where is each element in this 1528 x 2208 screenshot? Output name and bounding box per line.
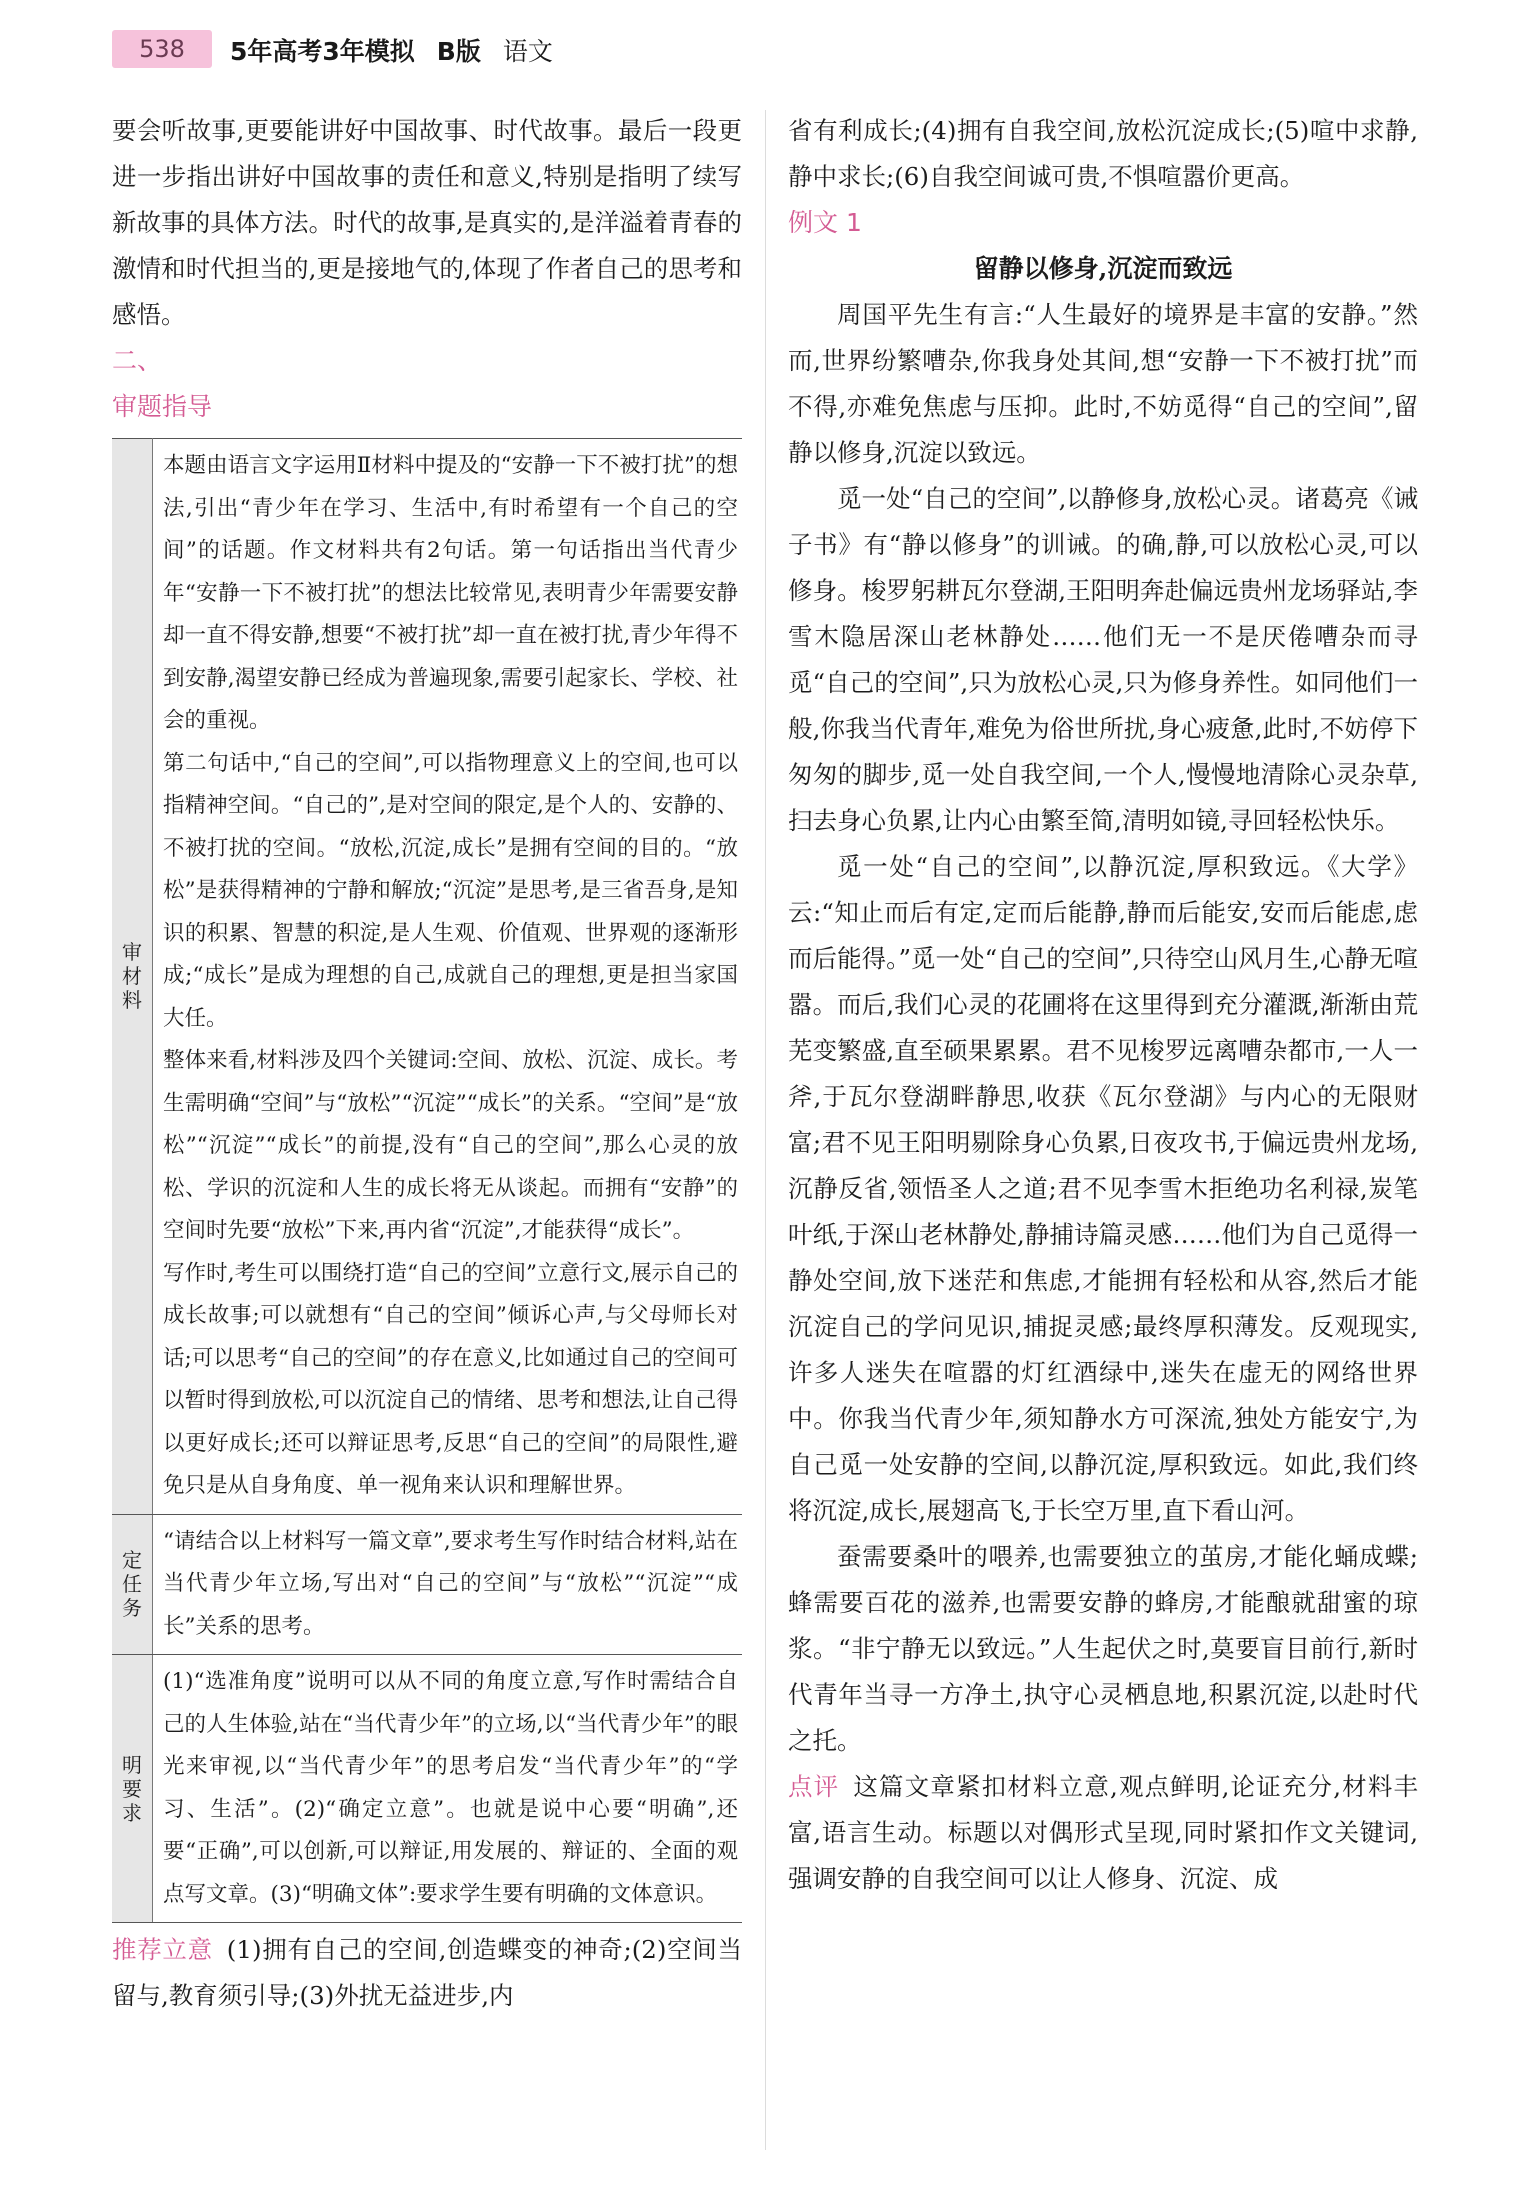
row-content-material: [153, 439, 743, 1515]
left-column: [112, 108, 742, 2019]
essay-paragraph: 蚕需要桑叶的喂养,也需要独立的茧房,才能化蛹成蝶;蜂需要百花的滋养,也需要安静的蜂房,才能酿就甜蜜的琼浆。“非宁静无以致远。”人生起伏之时,莫要盲目前行,新时代青年当寻一方净土,执守心灵栖息地,积累沉淀,以赴时代之托。: [788, 1542, 1418, 1755]
table-row-task: [112, 1514, 742, 1655]
column-divider: [765, 110, 766, 2150]
essay-paragraph: 觅一处“自己的空间”,以静沉淀,厚积致远。《大学》云:“知止而后有定,定而后能静,静而后能安,安而后能虑,虑而后能得。”觅一处“自己的空间”,只待空山风月生,心静无喧嚣。而后,我们心灵的花圃将在这里得到充分灌溉,渐渐由荒芜变繁盛,直至硕果累累。君不见梭罗远离嘈杂都市,一人一斧,于瓦尔登湖畔静思,收获《瓦尔登湖》与内心的无限财富;君不见王阳明剔除身心负累,日夜攻书,于偏远贵州龙场,沉静反省,领悟圣人之道;君不见李雪木拒绝功名利禄,炭笔叶纸,于深山老林静处,静捕诗篇灵感……他们为自己觅得一静处空间,放下迷茫和焦虑,才能拥有轻松和从容,然后才能沉淀自己的学问见识,捕捉灵感;最终厚积薄发。反观现实,许多人迷失在喧嚣的灯红酒绿中,迷失在虚无的网络世界中。你我当代青少年,须知静水方可深流,独处方能安宁,为自己觅一处安静的空间,以静沉淀,厚积致远。如此,我们终将沉淀,成长,展翅高飞,于长空万里,直下看山河。: [788, 852, 1418, 1525]
analysis-table: [112, 438, 742, 1923]
book-edition: B版: [436, 37, 481, 66]
right-column: [788, 108, 1418, 1902]
book-title: [230, 32, 553, 68]
row-content-task: [153, 1514, 743, 1655]
section-title: 审题指导: [112, 392, 213, 421]
example-label: 例文 1: [788, 208, 862, 237]
essay-paragraph: 觅一处“自己的空间”,以静修身,放松心灵。诸葛亮《诫子书》有“静以修身”的训诫。的确,静,可以放松心灵,可以修身。梭罗躬耕瓦尔登湖,王阳明奔赴偏远贵州龙场驿站,李雪木隐居深山老林静处……他们无一不是厌倦嘈杂而寻觅“自己的空间”,只为放松心灵,只为修身养性。如同他们一般,你我当代青年,难免为俗世所扰,身心疲惫,此时,不妨停下匆匆的脚步,觅一处自我空间,一个人,慢慢地清除心灵杂草,扫去身心负累,让内心由繁至简,清明如镜,寻回轻松快乐。: [788, 484, 1418, 835]
essay-paragraph: 周国平先生有言:“人生最好的境界是丰富的安静。”然而,世界纷繁嘈杂,你我身处其间,想“安静一下不被打扰”而不得,亦难免焦虑与压抑。此时,不妨觅得“自己的空间”,留静以修身,沉淀以致远。: [788, 300, 1418, 467]
table-row-requirements: [112, 1655, 742, 1923]
material-paragraph: 写作时,考生可以围绕打造“自己的空间”立意行文,展示自己的成长故事;可以就想有“自己的空间”倾诉心声,与父母师长对话;可以思考“自己的空间”的存在意义,比如通过自己的空间可以暂时得到放松,可以沉淀自己的情绪、思考和想法,让自己得以更好成长;还可以辩证思考,反思“自己的空间”的局限性,避免只是从自身角度、单一视角来认识和理解世界。: [163, 1260, 738, 1498]
material-paragraph: 整体来看,材料涉及四个关键词:空间、放松、沉淀、成长。考生需明确“空间”与“放松”“沉淀”“成长”的关系。“空间”是“放松”“沉淀”“成长”的前提,没有“自己的空间”,那么心灵的放松、学识的沉淀和人生的成长将无从谈起。而拥有“安静”的空间时先要“放松”下来,再内省“沉淀”,才能获得“成长”。: [163, 1048, 738, 1243]
section-number: 二、: [112, 346, 163, 375]
recommend-continuation: 省有利成长;(4)拥有自我空间,放松沉淀成长;(5)喧中求静,静中求长;(6)自我空间诚可贵,不惧喧嚣价更高。: [788, 116, 1418, 191]
page-header: [0, 0, 1528, 100]
recommend-text: (1)拥有自己的空间,创造蝶变的神奇;(2)空间当留与,教育须引导;(3)外扰无益进步,内: [112, 1935, 743, 2010]
row-label-requirements: 明 要 求: [112, 1655, 153, 1923]
book-subject: 语文: [502, 37, 553, 66]
material-paragraph: 第二句话中,“自己的空间”,可以指物理意义上的空间,也可以指精神空间。“自己的”,是对空间的限定,是个人的、安静的、不被打扰的空间。“放松,沉淀,成长”是拥有空间的目的。“放松”是获得精神的宁静和解放;“沉淀”是思考,是三省吾身,是知识的积累、智慧的积淀,是人生观、价值观、世界观的逐渐形成;“成长”是成为理想的自己,成就自己的理想,更是担当家国大任。: [163, 750, 738, 1031]
page-number: 538: [112, 30, 212, 68]
task-paragraph: “请结合以上材料写一篇文章”,要求考生写作时结合材料,站在当代青少年立场,写出对“自己的空间”与“放松”“沉淀”“成长”关系的思考。: [163, 1528, 738, 1639]
requirements-paragraph: (1)“选准角度”说明可以从不同的角度立意,写作时需结合自己的人生体验,站在“当代青少年”的立场,以“当代青少年”的眼光来审视,以“当代青少年”的思考启发“当代青少年”的“学习、生活”。(2)“确定立意”。也就是说中心要“明确”,还要“正确”,可以创新,可以辩证,用发展的、辩证的、全面的观点写文章。(3)“明确文体”:要求学生要有明确的文体意识。: [163, 1669, 738, 1907]
comment-paragraph: [788, 1764, 1418, 1902]
row-label-material: 审 材 料: [112, 439, 153, 1515]
material-paragraph: 本题由语言文字运用Ⅱ材料中提及的“安静一下不被打扰”的想法,引出“青少年在学习、生活中,有时希望有一个自己的空间”的话题。作文材料共有2句话。第一句话指出当代青少年“安静一下不被打扰”的想法比较常见,表明青少年需要安静却一直不得安静,想要“不被打扰”却一直在被打扰,青少年得不到安静,渴望安静已经成为普遍现象,需要引起家长、学校、社会的重视。: [163, 453, 738, 733]
row-content-requirements: [153, 1655, 743, 1923]
row-label-task: 定 任 务: [112, 1514, 153, 1655]
comment-text: 这篇文章紧扣材料立意,观点鲜明,论证充分,材料丰富,语言生动。标题以对偶形式呈现,同时紧扣作文关键词,强调安静的自我空间可以让人修身、沉淀、成: [788, 1772, 1418, 1893]
comment-label: 点评: [788, 1772, 840, 1801]
intro-paragraph: 要会听故事,更要能讲好中国故事、时代故事。最后一段更进一步指出讲好中国故事的责任和意义,特别是指明了续写新故事的具体方法。时代的故事,是真实的,是洋溢着青春的激情和时代担当的,更是接地气的,体现了作者自己的思考和感悟。: [112, 116, 742, 329]
table-row-material: [112, 439, 742, 1515]
recommend-label: 推荐立意: [112, 1935, 213, 1964]
book-name: 5年高考3年模拟: [230, 37, 415, 66]
recommend-paragraph: [112, 1927, 742, 2019]
essay-title: 留静以修身,沉淀而致远: [973, 254, 1233, 283]
